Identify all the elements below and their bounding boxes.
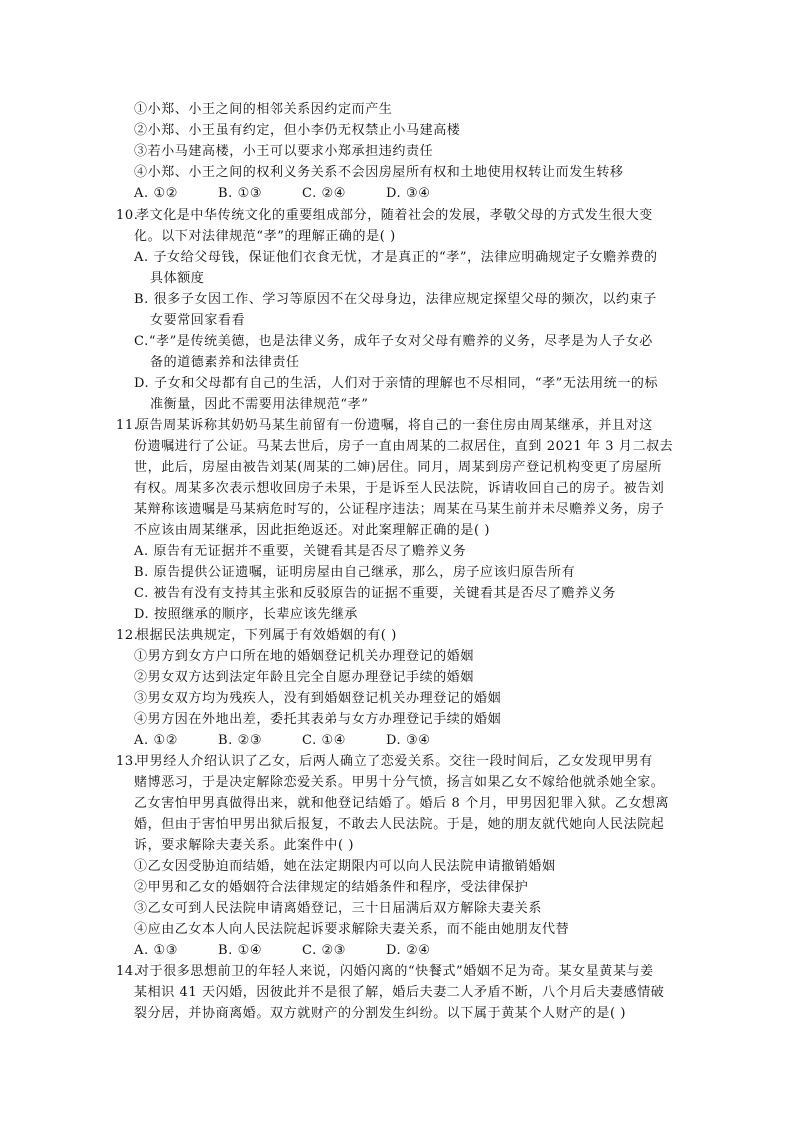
q12-option-d: D. ③④ bbox=[386, 733, 431, 748]
q10-option-d-1: D. 子女和父母都有自己的生活，人们对于亲情的理解也不尽相同，“孝”无法用统一的标 bbox=[134, 376, 659, 391]
q14-stem-1: 14.对于很多思想前卫的年轻人来说，闪婚闪离的“快餐式”婚姻不足为奇。某女星黄某与姜 bbox=[116, 962, 654, 982]
q12-options bbox=[134, 731, 470, 751]
q10-option-a-2: 具体额度 bbox=[150, 271, 205, 286]
q12-option-b: B. ②③ bbox=[218, 733, 263, 748]
q12-option-c: C. ①④ bbox=[302, 733, 347, 748]
q12-statement-4: ④男方因在外地出差，委托其表弟与女方办理登记手续的婚姻 bbox=[134, 712, 502, 727]
q9-statement-3: ③若小马建高楼，小王可以要求小郑承担违约责任 bbox=[134, 144, 434, 159]
q9-option-a: A. ①② bbox=[134, 186, 178, 201]
q13-number: 13. bbox=[116, 754, 139, 769]
q13-option-b: B. ①④ bbox=[218, 943, 263, 958]
q10-option-c-2: 备的道德素养和法律责任 bbox=[150, 355, 300, 370]
q9-option-b: B. ①③ bbox=[218, 186, 263, 201]
q13-stem-5: 诉，要求解除夫妻关系。此案件中( ) bbox=[134, 838, 355, 853]
q10-stem-2: 化。以下对法律规范“孝”的理解正确的是( ) bbox=[134, 229, 396, 244]
q11-stem-4: 有权。周某多次表示想收回房子未果，于是诉至人民法院，诉请收回自己的房子。被告刘 bbox=[134, 481, 665, 496]
q9-options bbox=[134, 184, 470, 204]
q13-statement-4: ④应由乙女本人向人民法院起诉要求解除夫妻关系，而不能由她朋友代替 bbox=[134, 922, 570, 937]
q11-stem-6: 不应该由周某继承，因此拒绝返还。对此案理解正确的是( ) bbox=[134, 523, 491, 538]
q12-statement-2: ②男女双方达到法定年龄且完全自愿办理登记手续的婚姻 bbox=[134, 670, 475, 685]
q10-stem-1: 10.孝文化是中华传统文化的重要组成部分，随着社会的发展，孝敬父母的方式发生很大变 bbox=[116, 206, 653, 226]
q11-stem-3: 世，此后，房屋由被告刘某(周某的二婶)居住。同月，周某到房产登记机构变更了房屋所 bbox=[134, 460, 663, 475]
q13-stem-1: 13.甲男经人介绍认识了乙女，后两人确立了恋爱关系。交往一段时间后，乙女发现甲男有 bbox=[116, 752, 653, 772]
q11-stem-5: 某辩称该遗嘱是马某病危时写的，公证程序违法；周某在马某生前并未尽赡养义务，房子 bbox=[134, 502, 665, 517]
q10-option-a-1: A. 子女给父母钱，保证他们衣食无忧，才是真正的“孝”，法律应明确规定子女赡养费的 bbox=[134, 250, 658, 265]
q13-statement-2: ②甲男和乙女的婚姻符合法律规定的结婚条件和程序，受法律保护 bbox=[134, 880, 529, 895]
q12-option-a: A. ①② bbox=[134, 733, 178, 748]
q13-option-a: A. ①③ bbox=[134, 943, 178, 958]
q13-option-c: C. ②③ bbox=[302, 943, 347, 958]
q10-option-b-1: B. 很多子女因工作、学习等原因不在父母身边，法律应规定探望父母的频次，以约束子 bbox=[134, 292, 657, 307]
q11-option-a: A. 原告有无证据并不重要，关键看其是否尽了赡养义务 bbox=[134, 544, 467, 559]
q11-option-d: D. 按照继承的顺序，长辈应该先继承 bbox=[134, 607, 359, 622]
q11-number: 11. bbox=[116, 418, 139, 433]
q11-stem-2: 份遗嘱进行了公证。马某去世后，房子一直由周某的二叔居住，直到 2021 年 3 月二叔去 bbox=[134, 439, 674, 454]
q14-number: 14. bbox=[116, 964, 139, 979]
q11-stem-1: 11.原告周某诉称其奶奶马某生前留有一份遗嘱，将自己的一套住房由周某继承，并且对这 bbox=[116, 416, 653, 436]
q9-statement-2: ②小郑、小王虽有约定，但小李仍无权禁止小马建高楼 bbox=[134, 123, 461, 138]
q13-option-d: D. ②④ bbox=[386, 943, 431, 958]
q13-stem-4: 婚，但由于害怕甲男出狱后报复，不敢去人民法院。于是，她的朋友就代她向人民法院起 bbox=[134, 817, 665, 832]
q9-option-c: C. ②④ bbox=[302, 186, 347, 201]
q9-option-d: D. ③④ bbox=[386, 186, 431, 201]
q12-stem: 12.根据民法典规定，下列属于有效婚姻的有( ) bbox=[116, 626, 397, 646]
q14-stem-3: 裂分居，并协商离婚。双方就财产的分割发生纠纷。以下属于黄某个人财产的是( ) bbox=[134, 1006, 627, 1021]
q12-statement-3: ③男女双方均为残疾人，没有到婚姻登记机关办理登记的婚姻 bbox=[134, 691, 502, 706]
q10-option-b-2: 女要常回家看看 bbox=[150, 313, 246, 328]
q13-stem-2: 赌博恶习，于是决定解除恋爱关系。甲男十分气愤，扬言如果乙女不嫁给他就杀她全家。 bbox=[134, 775, 665, 790]
q14-stem-2: 某相识 41 天闪婚，因彼此并不是很了解，婚后夫妻二人矛盾不断，八个月后夫妻感情破 bbox=[134, 985, 665, 1000]
q13-statement-3: ③乙女可到人民法院申请离婚登记，三十日届满后双方解除夫妻关系 bbox=[134, 901, 543, 916]
q13-options bbox=[134, 941, 470, 961]
q11-option-c: C. 被告有没有支持其主张和反驳原告的证据不重要，关键看其是否尽了赡养义务 bbox=[134, 586, 616, 601]
q12-statement-1: ①男方到女方户口所在地的婚姻登记机关办理登记的婚姻 bbox=[134, 649, 475, 664]
q10-number: 10. bbox=[116, 208, 139, 223]
q13-statement-1: ①乙女因受胁迫而结婚，她在法定期限内可以向人民法院申请撤销婚姻 bbox=[134, 859, 556, 874]
q9-statement-4: ④小郑、小王之间的权利义务关系不会因房屋所有权和土地使用权转让而发生转移 bbox=[134, 165, 624, 180]
q9-statement-1: ①小郑、小王之间的相邻关系因约定而产生 bbox=[134, 102, 393, 117]
q11-option-b: B. 原告提供公证遗嘱，证明房屋由自己继承，那么，房子应该归原告所有 bbox=[134, 565, 576, 580]
q13-stem-3: 乙女害怕甲男真做得出来，就和他登记结婚了。婚后 8 个月，甲男因犯罪入狱。乙女想离 bbox=[134, 796, 670, 811]
q12-number: 12. bbox=[116, 628, 139, 643]
q10-option-d-2: 准衡量，因此不需要用法律规范“孝” bbox=[150, 397, 369, 412]
q10-option-c-1: C.“孝”是传统美德，也是法律义务，成年子女对父母有赡养的义务，尽孝是为人子女必 bbox=[134, 334, 653, 349]
